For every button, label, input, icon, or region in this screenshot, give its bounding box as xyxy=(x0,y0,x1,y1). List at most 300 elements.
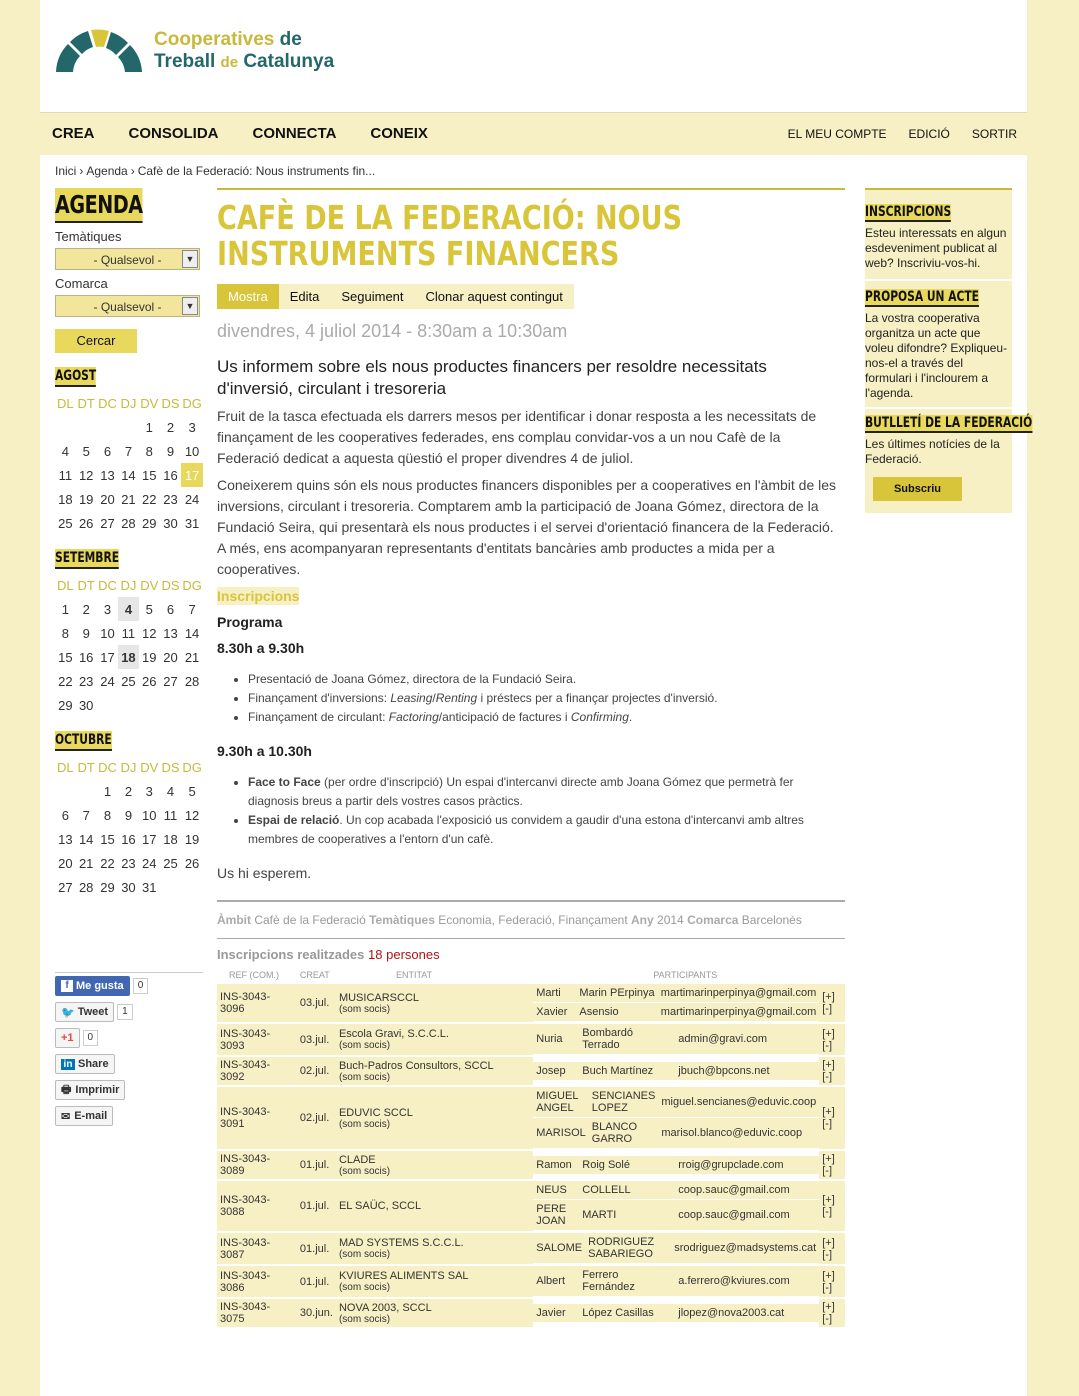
participants-cell xyxy=(533,1181,819,1233)
calendar-day xyxy=(118,693,138,717)
weekday-header: DC xyxy=(98,759,117,775)
list-item: • Finançament d'inversions: Leasing/Renting i préstecs per a finançar projectes d'inversió. xyxy=(248,689,845,708)
participants-cell xyxy=(533,1233,819,1266)
calendar-day[interactable]: 18 xyxy=(163,831,178,847)
expand-collapse-toggle[interactable]: [+][-] xyxy=(819,1266,845,1299)
participant-surname: RODRIGUEZ SABARIEGO xyxy=(585,1233,671,1264)
ambit-link[interactable]: Cafè de la Federació xyxy=(254,913,366,927)
participant-row xyxy=(533,1062,819,1081)
participant-row xyxy=(533,1233,819,1264)
ref-cell[interactable]: INS-3043-3088 xyxy=(217,1181,297,1233)
participants-cell xyxy=(533,1057,819,1087)
entity-note: (som socis) xyxy=(338,1282,391,1293)
weekday-header: DT xyxy=(77,759,95,775)
calendar-day[interactable]: 5 xyxy=(82,443,90,459)
comarca-label: Comarca xyxy=(55,276,108,291)
participant-surname: López Casillas xyxy=(579,1304,675,1323)
participant-surname: Asensio xyxy=(576,1003,657,1022)
participant-email[interactable]: marisol.blanco@eduvic.coop xyxy=(658,1118,819,1149)
calendar-day[interactable]: 25 xyxy=(58,515,73,531)
breadcrumb-inici[interactable]: Inici xyxy=(55,164,77,178)
col-entitat: ENTITAT xyxy=(395,970,433,980)
calendar-day[interactable]: 1 xyxy=(145,419,153,435)
participant-name: Javier xyxy=(533,1304,579,1323)
calendar-day[interactable]: 1 xyxy=(103,783,112,799)
calendar-day[interactable]: 28 xyxy=(184,673,200,689)
any-link[interactable]: 2014 xyxy=(657,913,684,927)
brand-word: Catalunya xyxy=(243,50,335,72)
participant-email[interactable]: admin@gravi.com xyxy=(675,1024,819,1055)
butlleti-title: BUTLLETÍ DE LA FEDERACIÓ xyxy=(865,415,1033,431)
weekday-header: DV xyxy=(140,759,159,775)
chevron-down-icon: ▼ xyxy=(182,250,198,268)
calendar-day[interactable]: 14 xyxy=(184,625,200,641)
calendar-day[interactable]: 2 xyxy=(166,419,175,435)
calendar-day[interactable]: 12 xyxy=(184,807,200,823)
nav-crea[interactable]: CREA xyxy=(52,125,95,142)
calendar-day[interactable]: 7 xyxy=(82,807,90,823)
expand-collapse-toggle[interactable]: [+][-] xyxy=(819,1024,845,1057)
participant-surname: Buch Martínez xyxy=(579,1062,675,1081)
calendar-day xyxy=(181,875,203,899)
entity-cell xyxy=(336,1233,533,1266)
weekday-header: DS xyxy=(161,395,180,411)
linkedin-icon: in xyxy=(61,1059,75,1070)
inscripcions-title: INSCRIPCIONS xyxy=(865,204,952,220)
calendar-day[interactable]: 16 xyxy=(163,467,178,483)
slot2-heading: 9.30h a 10.30h xyxy=(217,743,312,759)
calendar-day[interactable]: 25 xyxy=(121,673,136,689)
calendar-1 xyxy=(55,549,203,717)
table-row xyxy=(217,1151,845,1181)
event-date: divendres, 4 juliol 2014 - 8:30am a 10:30am xyxy=(217,321,568,341)
ref-cell[interactable]: INS-3043-3096 xyxy=(217,984,297,1024)
brand-word: Treball xyxy=(154,50,216,72)
table-row xyxy=(217,1266,845,1299)
entity-name: Buch-Padros Consultors, SCCL xyxy=(338,1059,494,1072)
tab-edita[interactable]: Edita xyxy=(279,284,331,309)
participant-row xyxy=(533,1304,819,1323)
weekday-header: DG xyxy=(182,395,202,411)
participant-name: SALOME xyxy=(533,1233,585,1264)
calendar-day[interactable]: 11 xyxy=(163,807,178,823)
calendar-day[interactable]: 22 xyxy=(142,491,157,507)
tab-mostra[interactable]: Mostra xyxy=(217,284,279,309)
slot1-list xyxy=(217,670,845,727)
participant-surname: Bombardó Terrado xyxy=(579,1024,675,1055)
registrations-table xyxy=(217,966,845,1329)
logo[interactable] xyxy=(54,28,334,74)
participants-cell xyxy=(533,984,819,1024)
facebook-count: 0 xyxy=(133,978,149,994)
calendar-day[interactable]: 14 xyxy=(78,831,94,847)
entity-note: (som socis) xyxy=(338,1249,391,1260)
calendar-day[interactable]: 13 xyxy=(163,625,178,641)
event-paragraph: Fruit de la tasca efectuada els darrers mesos per identificar i donar resposta a les necessitats de finançament de les cooperatives federades, ens complau convidar-vos a un nou Cafè de la Federació dedicat a aquesta qüestió el proper divendres 4 de juliol. xyxy=(217,408,817,466)
entity-cell xyxy=(336,1087,533,1151)
participant-surname: Ferrero Fernández xyxy=(579,1266,675,1297)
calendar-day[interactable]: 19 xyxy=(142,649,157,665)
event-lead: Us informem sobre els nous productes financers per resoldre necessitats d'inversió, circulant i tresoreria xyxy=(217,357,767,398)
calendar-day[interactable]: 24 xyxy=(142,855,157,871)
participant-row xyxy=(533,1118,819,1149)
calendar-day[interactable]: 23 xyxy=(78,673,94,689)
gplus-count: 0 xyxy=(83,1030,99,1046)
participant-email[interactable]: miguel.sencianes@eduvic.coop xyxy=(658,1087,819,1118)
nav-el-meu-compte[interactable]: EL MEU COMPTE xyxy=(787,127,887,141)
weekday-header: DJ xyxy=(120,395,137,411)
entity-cell xyxy=(336,1057,533,1087)
participant-email[interactable]: srodriguez@madsystems.cat xyxy=(671,1233,819,1264)
entity-note: (som socis) xyxy=(338,1003,391,1015)
calendar-2 xyxy=(55,731,203,899)
participants-cell xyxy=(533,1299,819,1329)
calendar-day xyxy=(55,779,76,803)
weekday-header: DC xyxy=(98,577,117,593)
weekday-header: DV xyxy=(140,577,159,593)
entity-name: CLADE xyxy=(338,1153,376,1166)
tab-clonar[interactable]: Clonar aquest contingut xyxy=(415,284,574,309)
facebook-like-button[interactable]: f Me gusta xyxy=(55,976,130,996)
calendar-day xyxy=(181,693,203,717)
nav-sortir[interactable]: SORTIR xyxy=(971,127,1017,141)
calendar-day[interactable]: 23 xyxy=(121,855,136,871)
calendar-day[interactable]: 8 xyxy=(103,807,112,823)
calendar-day[interactable]: 20 xyxy=(58,855,73,871)
col-creat: CREAT xyxy=(299,970,330,980)
date-cell: 01.jul. xyxy=(297,1233,336,1266)
entity-name: Escola Gravi, S.C.C.L. xyxy=(338,1028,449,1040)
butlleti-text: Les últimes notícies de la Federació. xyxy=(865,437,1000,466)
entity-cell xyxy=(336,1299,533,1329)
calendar-day[interactable]: 4 xyxy=(61,443,69,459)
calendar-day[interactable]: 25 xyxy=(163,855,178,871)
list-item: • Presentació de Joana Gómez, directora de la Fundació Seira. xyxy=(248,670,845,689)
calendar-day[interactable]: 15 xyxy=(142,467,157,483)
calendar-day[interactable]: 29 xyxy=(100,879,115,895)
table-row xyxy=(217,1024,845,1057)
calendar-day[interactable]: 9 xyxy=(166,443,175,459)
calendar-day[interactable]: 1 xyxy=(61,601,69,617)
participant-name: Nuria xyxy=(533,1024,579,1055)
comarca-select[interactable]: - Qualsevol - ▼ xyxy=(55,295,200,317)
calendar-day[interactable]: 7 xyxy=(188,601,196,617)
tematiques-link[interactable]: Economia, Federació, Finançament xyxy=(438,913,628,927)
participant-name: Xavier xyxy=(533,1003,576,1022)
participant-row xyxy=(533,984,819,1003)
registrations-count: Inscripcions realitzades 18 persones xyxy=(217,947,440,962)
calendar-day xyxy=(55,415,76,439)
entity-cell xyxy=(336,1181,533,1233)
print-button[interactable]: 🖶 Imprimir xyxy=(55,1080,125,1100)
calendar-day[interactable]: 16 xyxy=(121,831,136,847)
email-button[interactable]: ✉ E-mail xyxy=(55,1106,113,1126)
right-sidebar xyxy=(865,188,1033,513)
participant-row xyxy=(533,1200,819,1231)
calendar-day[interactable]: 6 xyxy=(103,443,112,459)
calendar-day[interactable]: 12 xyxy=(142,625,157,641)
expand-collapse-toggle[interactable]: [+][-] xyxy=(819,1151,845,1181)
table-row xyxy=(217,1057,845,1087)
printer-icon: 🖶 xyxy=(61,1083,72,1096)
date-cell: 01.jul. xyxy=(297,1151,336,1181)
calendar-day[interactable]: 15 xyxy=(58,649,73,665)
calendar-month-title[interactable]: SETEMBRE xyxy=(55,549,119,569)
logo-arch-icon xyxy=(54,28,144,74)
entity-name: MUSICARSCCL xyxy=(338,991,420,1004)
list-item: • Finançament de circulant: Factoring/anticipació de factures i Confirming. xyxy=(248,708,845,727)
main-nav xyxy=(40,112,1027,155)
agenda-title: AGENDA xyxy=(55,188,143,223)
calendar-month-title[interactable]: AGOST xyxy=(55,367,96,387)
calendar-day[interactable]: 31 xyxy=(142,879,157,895)
calendar-day[interactable]: 27 xyxy=(163,673,178,689)
weekday-header: DG xyxy=(182,577,202,593)
nav-edicio[interactable]: EDICIÓ xyxy=(908,127,950,141)
calendar-day[interactable]: 18 xyxy=(58,491,73,507)
participant-email[interactable]: coop.sauc@gmail.com xyxy=(675,1181,819,1200)
calendar-day[interactable]: 27 xyxy=(100,515,115,531)
calendar-day[interactable]: 26 xyxy=(184,855,200,871)
participant-email[interactable]: jbuch@bpcons.net xyxy=(675,1062,819,1081)
calendar-day[interactable]: 13 xyxy=(100,467,115,483)
calendar-day[interactable]: 10 xyxy=(184,443,200,459)
participant-surname: COLLELL xyxy=(579,1181,675,1200)
calendar-day[interactable]: 4 xyxy=(118,597,138,621)
nav-coneix[interactable]: CONEIX xyxy=(370,125,428,142)
calendar-day[interactable]: 6 xyxy=(61,807,69,823)
weekday-header: DS xyxy=(161,759,180,775)
list-item: • Face to Face (per ordre d'inscripció) Un espai d'intercanvi directe amb Joana Gómez que permetrà fer diagnosis breus a partir dels vostres casos pràctics. xyxy=(248,773,845,811)
calendar-day[interactable]: 26 xyxy=(78,515,94,531)
ref-cell[interactable]: INS-3043-3093 xyxy=(217,1024,297,1057)
calendar-day[interactable]: 10 xyxy=(100,625,115,641)
calendar-day xyxy=(97,693,119,717)
calendar-day[interactable]: 12 xyxy=(78,467,94,483)
participant-email[interactable]: martimarinperpinya@gmail.com xyxy=(658,1003,819,1022)
entity-name: NOVA 2003, SCCL xyxy=(338,1301,432,1314)
ref-cell[interactable]: INS-3043-3089 xyxy=(217,1151,297,1181)
date-cell: 01.jul. xyxy=(297,1181,336,1233)
col-ref: REF (COM.) xyxy=(229,970,279,980)
calendar-day xyxy=(160,875,181,899)
ref-cell[interactable]: INS-3043-3087 xyxy=(217,1233,297,1266)
proposa-title[interactable]: PROPOSA UN ACTE xyxy=(865,289,979,305)
chevron-down-icon: ▼ xyxy=(182,297,198,315)
calendar-day[interactable]: 20 xyxy=(163,649,178,665)
slot2-list xyxy=(217,773,845,849)
participant-email[interactable]: jlopez@nova2003.cat xyxy=(675,1304,819,1323)
calendar-day[interactable]: 3 xyxy=(145,783,153,799)
participants-cell xyxy=(533,1024,819,1057)
calendar-day[interactable]: 28 xyxy=(78,879,94,895)
participant-email[interactable]: martimarinperpinya@gmail.com xyxy=(658,984,819,1003)
date-cell: 30.jun. xyxy=(297,1299,336,1329)
participant-surname: BLANCO GARRO xyxy=(589,1118,659,1149)
weekday-header: DS xyxy=(161,577,180,593)
table-row xyxy=(217,984,845,1024)
brand-word: de xyxy=(220,53,239,71)
weekday-header: DJ xyxy=(120,577,137,593)
breadcrumb: Inici › Agenda › Cafè de la Federació: Nous instruments fin... xyxy=(55,164,376,178)
calendar-day[interactable]: 22 xyxy=(58,673,73,689)
calendar-day[interactable]: 15 xyxy=(100,831,115,847)
calendar-day xyxy=(76,779,97,803)
calendars xyxy=(55,367,203,899)
calendar-day[interactable]: 30 xyxy=(121,879,136,895)
calendar-day[interactable]: 7 xyxy=(124,443,133,459)
calendar-day[interactable]: 29 xyxy=(142,515,157,531)
participant-row xyxy=(533,1087,819,1118)
entity-cell xyxy=(336,984,533,1024)
table-row xyxy=(217,1233,845,1266)
left-sidebar xyxy=(55,188,203,899)
share-buttons xyxy=(55,972,203,1126)
calendar-day xyxy=(139,693,160,717)
participants-cell xyxy=(533,1087,819,1151)
participant-name: PERE JOAN xyxy=(533,1200,579,1231)
calendar-day[interactable]: 17 xyxy=(100,649,115,665)
breadcrumb-agenda[interactable]: Agenda xyxy=(86,164,128,178)
calendar-day xyxy=(118,415,138,439)
calendar-day[interactable]: 3 xyxy=(188,419,196,435)
calendar-day[interactable]: 26 xyxy=(142,673,157,689)
table-row xyxy=(217,1087,845,1151)
participant-surname: Marin PErpinya xyxy=(576,984,657,1003)
calendar-day[interactable]: 9 xyxy=(124,807,133,823)
linkedin-share-button[interactable]: in Share xyxy=(55,1054,115,1074)
participant-email[interactable]: coop.sauc@gmail.com xyxy=(675,1200,819,1231)
participant-email[interactable]: rroig@grupclade.com xyxy=(675,1156,819,1175)
calendar-day[interactable]: 21 xyxy=(121,491,136,507)
calendar-day xyxy=(76,415,97,439)
breadcrumb-current: Cafè de la Federació: Nous instruments fin... xyxy=(137,164,376,178)
expand-collapse-toggle[interactable]: [+][-] xyxy=(819,1087,845,1151)
ref-cell[interactable]: INS-3043-3091 xyxy=(217,1087,297,1151)
calendar-day[interactable]: 18 xyxy=(118,645,138,669)
entity-name: KVIURES ALIMENTS SAL xyxy=(338,1270,469,1282)
cercar-button[interactable]: Cercar xyxy=(55,329,137,353)
entity-cell xyxy=(336,1024,533,1057)
participant-name: NEUS xyxy=(533,1181,579,1200)
brand-word: de xyxy=(279,28,302,50)
entity-name: MAD SYSTEMS S.C.C.L. xyxy=(338,1237,464,1249)
calendar-day[interactable]: 19 xyxy=(184,831,200,847)
calendar-day[interactable]: 2 xyxy=(82,601,90,617)
calendar-day[interactable]: 16 xyxy=(78,649,94,665)
twitter-icon: 🐦 xyxy=(61,1006,75,1019)
envelope-icon: ✉ xyxy=(61,1110,71,1123)
table-row xyxy=(217,1299,845,1329)
ref-cell[interactable]: INS-3043-3092 xyxy=(217,1057,297,1087)
calendar-day[interactable]: 21 xyxy=(184,649,200,665)
calendar-day[interactable]: 21 xyxy=(78,855,94,871)
calendar-day[interactable]: 28 xyxy=(121,515,136,531)
tweet-count: 1 xyxy=(117,1004,133,1020)
subscriu-button[interactable]: Subscriu xyxy=(873,477,962,501)
participant-email[interactable]: a.ferrero@kviures.com xyxy=(675,1266,819,1297)
participant-name: MIGUEL ANGEL xyxy=(533,1087,589,1118)
weekday-header: DC xyxy=(98,395,117,411)
logo-text xyxy=(154,29,334,74)
calendar-day[interactable]: 5 xyxy=(188,783,196,799)
calendar-day[interactable]: 10 xyxy=(142,807,157,823)
slot1-heading: 8.30h a 9.30h xyxy=(217,640,305,656)
calendar-day[interactable]: 6 xyxy=(166,601,175,617)
calendar-day[interactable]: 17 xyxy=(181,463,203,487)
gplus-button[interactable]: +1 xyxy=(55,1028,80,1048)
calendar-day[interactable]: 27 xyxy=(58,879,73,895)
weekday-header: DL xyxy=(57,577,74,593)
calendar-day[interactable]: 13 xyxy=(58,831,73,847)
calendar-day[interactable]: 4 xyxy=(166,783,175,799)
calendar-day[interactable]: 17 xyxy=(142,831,157,847)
expand-collapse-toggle[interactable]: [+][-] xyxy=(819,1299,845,1329)
expand-collapse-toggle[interactable]: [+][-] xyxy=(819,1181,845,1233)
calendar-day[interactable]: 11 xyxy=(121,625,136,641)
nav-consolida[interactable]: CONSOLIDA xyxy=(128,125,219,142)
calendar-day[interactable]: 14 xyxy=(121,467,136,483)
weekday-header: DT xyxy=(77,577,95,593)
expand-collapse-toggle[interactable]: [+][-] xyxy=(819,1233,845,1266)
closing-text: Us hi esperem. xyxy=(217,865,312,881)
calendar-day[interactable]: 30 xyxy=(163,515,178,531)
participant-name: Albert xyxy=(533,1266,579,1297)
calendar-day[interactable]: 24 xyxy=(184,491,200,507)
list-item: • Espai de relació. Un cop acabada l'exposició us convidem a gaudir d'una estona d'intercanvi amb altres membres de cooperatives a l'entorn d'un cafè. xyxy=(248,811,845,849)
calendar-day[interactable]: 9 xyxy=(82,625,90,641)
calendar-day[interactable]: 3 xyxy=(103,601,112,617)
entity-cell xyxy=(336,1266,533,1299)
comarca-link[interactable]: Barcelonès xyxy=(741,913,802,927)
participant-name: Marti xyxy=(533,984,576,1003)
page xyxy=(40,0,1033,1396)
calendar-day[interactable]: 30 xyxy=(78,697,94,713)
calendar-day xyxy=(97,415,119,439)
participant-name: Josep xyxy=(533,1062,579,1081)
calendar-day[interactable]: 8 xyxy=(61,625,69,641)
entity-name: EL SAÜC, SCCL xyxy=(338,1200,422,1212)
facebook-icon: f xyxy=(61,980,73,992)
calendar-day[interactable]: 23 xyxy=(163,491,178,507)
calendar-day[interactable]: 29 xyxy=(58,697,73,713)
calendar-day[interactable]: 20 xyxy=(100,491,115,507)
calendar-day[interactable]: 24 xyxy=(100,673,115,689)
inscripcions-link[interactable]: Inscripcions xyxy=(217,588,300,604)
calendar-day[interactable]: 19 xyxy=(78,491,94,507)
tematiques-select[interactable]: - Qualsevol - ▼ xyxy=(55,248,200,270)
calendar-month-title[interactable]: OCTUBRE xyxy=(55,731,112,751)
nav-connecta[interactable]: CONNECTA xyxy=(252,125,337,142)
calendar-day[interactable]: 22 xyxy=(100,855,115,871)
ref-cell[interactable]: INS-3043-3075 xyxy=(217,1299,297,1329)
tweet-button[interactable]: 🐦 Tweet xyxy=(55,1002,114,1022)
calendar-day[interactable]: 11 xyxy=(58,467,73,483)
event-paragraph: Coneixerem quins són els nous productes financers disponibles per a cooperatives en l'àmbit de les inversions, circulant i tresoreria. Comptarem amb la participació de Joana Gómez, directora de la Fundació Seira, qui presentarà els nous productes i el servei d'orientació financera de la Federació. A més, ens acompanyaran representants d'entitats bancàries amb productes a mida per a cooperatives. xyxy=(217,477,837,577)
weekday-header: DG xyxy=(182,759,202,775)
expand-collapse-toggle[interactable]: [+][-] xyxy=(819,1057,845,1087)
participants-cell xyxy=(533,1266,819,1299)
inscripcions-text: Esteu interessats en algun esdeveniment publicat al web? Inscriviu-vos-hi. xyxy=(865,226,1007,270)
calendar-day[interactable]: 2 xyxy=(124,783,133,799)
tab-seguiment[interactable]: Seguiment xyxy=(330,284,414,309)
expand-collapse-toggle[interactable]: [+][-] xyxy=(819,984,845,1024)
calendar-day[interactable]: 8 xyxy=(145,443,153,459)
calendar-day[interactable]: 5 xyxy=(145,601,153,617)
calendar-day[interactable]: 31 xyxy=(184,515,200,531)
calendar-0 xyxy=(55,367,203,535)
ref-cell[interactable]: INS-3043-3086 xyxy=(217,1266,297,1299)
